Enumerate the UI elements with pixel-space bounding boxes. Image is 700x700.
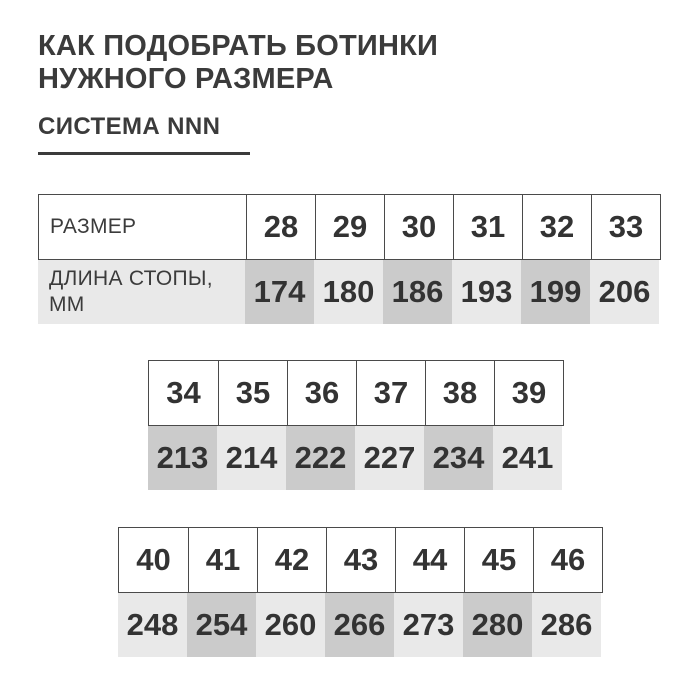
- size-cell: 38: [425, 361, 494, 425]
- size-cell: 45: [464, 528, 533, 592]
- length-cell: 248: [118, 593, 187, 657]
- size-cell: 43: [326, 528, 395, 592]
- data-row: [38, 260, 661, 324]
- length-cell: 273: [394, 593, 463, 657]
- data-row: [148, 426, 564, 490]
- size-cell: 42: [257, 528, 326, 592]
- size-cell: 28: [246, 195, 315, 259]
- size-cell: 33: [591, 195, 660, 259]
- length-cell: 199: [521, 260, 590, 324]
- size-cell: 46: [533, 528, 602, 592]
- length-cell: 260: [256, 593, 325, 657]
- page-title: [38, 30, 438, 96]
- length-cell: 222: [286, 426, 355, 490]
- size-table-40-46: [118, 527, 603, 657]
- length-cell: 280: [463, 593, 532, 657]
- length-cell: 193: [452, 260, 521, 324]
- header-row: [148, 360, 564, 426]
- subtitle-underline: [38, 152, 250, 155]
- system-subtitle: СИСТЕМА NNN: [38, 113, 221, 140]
- size-cell: 34: [166, 375, 201, 410]
- size-cell: 31: [453, 195, 522, 259]
- size-cell: 30: [384, 195, 453, 259]
- size-cell: 29: [315, 195, 384, 259]
- length-label-line-2: ММ: [49, 293, 85, 316]
- data-row: [118, 593, 603, 657]
- length-cell: 234: [424, 426, 493, 490]
- title-line-2: НУЖНОГО РАЗМЕРА: [38, 63, 334, 95]
- length-cell: 206: [590, 260, 659, 324]
- header-row: [38, 194, 661, 260]
- size-cell: 40: [136, 542, 171, 577]
- length-label-line-1: ДЛИНА СТОПЫ,: [49, 267, 213, 290]
- size-table-28-33: [38, 194, 661, 324]
- size-cell: 44: [395, 528, 464, 592]
- title-line-1: КАК ПОДОБРАТЬ БОТИНКИ: [38, 30, 439, 62]
- size-cell: 41: [188, 528, 257, 592]
- length-cell: 174: [245, 260, 314, 324]
- length-cell: 213: [148, 426, 217, 490]
- size-cell: 32: [522, 195, 591, 259]
- size-cell: 37: [356, 361, 425, 425]
- length-cell: 227: [355, 426, 424, 490]
- size-cell: 39: [494, 361, 563, 425]
- length-cell: 214: [217, 426, 286, 490]
- length-cell: 286: [532, 593, 601, 657]
- length-cell: 180: [314, 260, 383, 324]
- length-label-cell: [38, 260, 245, 324]
- length-cell: 186: [383, 260, 452, 324]
- size-table-34-39: [148, 360, 564, 490]
- size-cell: 36: [287, 361, 356, 425]
- header-row: [118, 527, 603, 593]
- length-cell: 241: [493, 426, 562, 490]
- length-cell: 266: [325, 593, 394, 657]
- size-cell: 35: [218, 361, 287, 425]
- size-label-cell: РАЗМЕР: [50, 215, 137, 238]
- length-cell: 254: [187, 593, 256, 657]
